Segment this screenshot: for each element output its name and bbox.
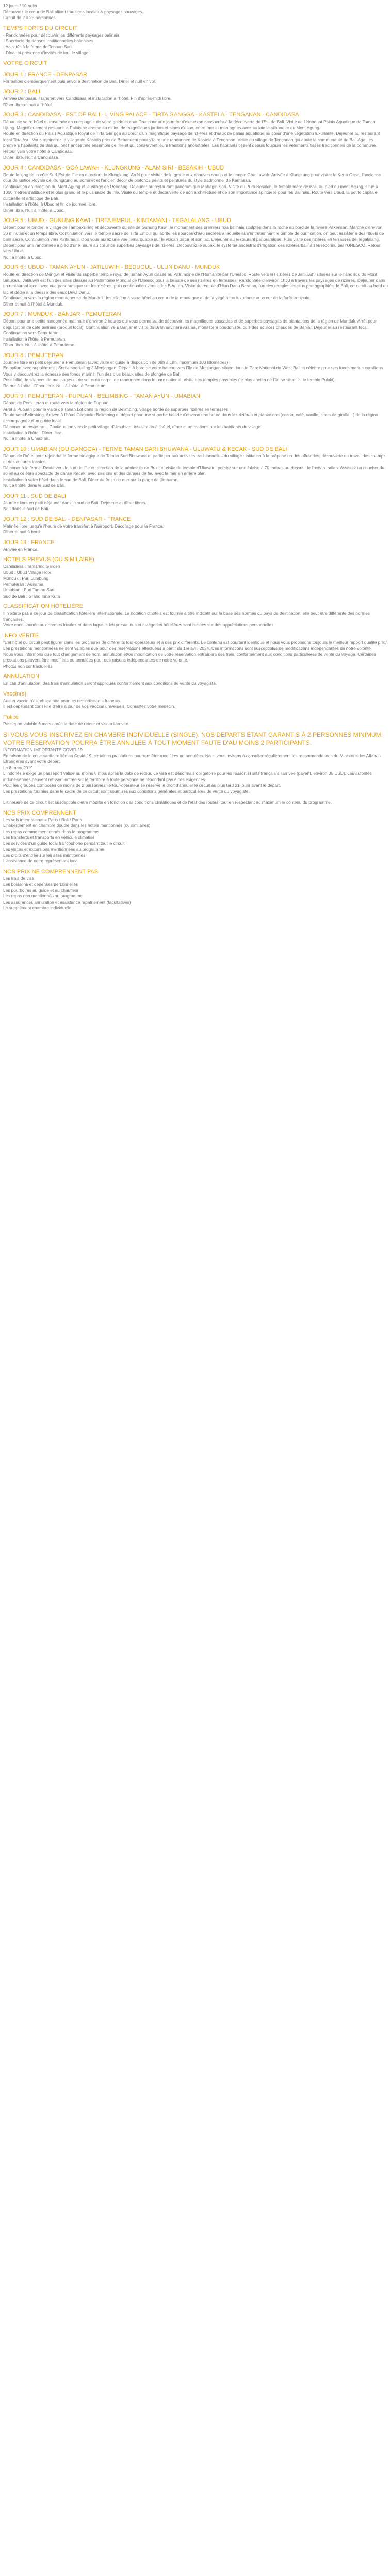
day-title: JOUR 10 : UMABIAN (OU GANGGA) - FERME TAMAN SARI BHUWANA - ULUWATU & KECAK - SUD DE BALI <box>3 446 287 452</box>
info-text: "Cet hôtel ou circuit peut figurer dans les brochures de différents tour-opérateurs et à des prix différents. Le contenu est pourtant identique et nous vous proposons toujours le meilleur rapport qualité prix." <box>3 639 388 645</box>
day-title: JOUR 6 : UBUD - TAMAN AYUN - JATILUWIH - BEDUGUL - ULUN DANU - MUNDUK <box>3 264 220 270</box>
day-block <box>3 88 388 108</box>
notice-text: Le 8 mars 2019 <box>3 765 33 770</box>
day-text: Arrivée en France. <box>3 546 39 552</box>
excluded-item: Les repas non mentionnés au programme <box>3 893 83 899</box>
day-title: JOUR 7 : MUNDUK - BANJAR - PEMUTERAN <box>3 311 121 317</box>
hotel-item: Candidasa : Tamarind Garden <box>3 564 60 569</box>
day-block <box>3 493 388 512</box>
day-block <box>3 111 388 161</box>
highlight-item: - Spectacle de danses traditionnelles balinaises <box>3 38 93 43</box>
day-block <box>3 71 388 85</box>
notice-text: INFORMATION IMPORTANTE COVID-19 <box>3 747 83 752</box>
highlights-title: TEMPS FORTS DU CIRCUIT <box>3 25 78 31</box>
day-block <box>3 446 388 489</box>
day-title: JOUR 2 : BALI <box>3 89 41 95</box>
day-text: Départ de l'hôtel pour rejoindre la ferme biologique de Taman Sari Bhuwana et participer aux activités traditionnelles du village : initiation à la préparation des offrandes, découverte du travail des champs et des cultures locales. <box>3 453 386 464</box>
trip-header <box>3 3 388 21</box>
day-title: JOUR 13 : FRANCE <box>3 539 55 546</box>
day-text: Départ pour une petite randonnée matinale d'environ 2 heures qui vous permettra de découvrir les magnifiques cascades et de superbes paysages de plantations de la région de Munduk. Arrêt pour dégustation de café balinais (produit local). Continuation vers Banjar et visite du Brahmavihara Arama, monastère bouddhiste, puis des sources chaudes de Banjar. Déjeuner au restaurant local. Continuation vers Pemuteran. <box>3 318 377 335</box>
day-text: Départ pour rejoindre le village de Tampaksiring et découverte du site de Gunung Kawi, le monument des premiers rois balinais sculptés dans la roche au bord de la rivière Pakerisan. Marche d'environ 30 minutes et un temps libre. Continuation vers le temple sacré de Tirta Empul qui abrite les sources d'eau sacrées à laquelle ils s'entretiennent le temple de purification, on peut assister à des rituels de bain sacré. Continuation vers Kintamani, d'où vous aurez une vue remarquable sur le volcan Batur et son lac. Déjeuner au restaurant panoramique. Puis visite des rizières en terrasses de Tegalalang. Départ pour une randonnée à pied d'une heure au cœur de superbes paysages de rizières. Découvrez le subak, le système ancestral d'irrigation des rizières balinaises reconnu par l'UNESCO. Retour vers Ubud. <box>3 225 384 253</box>
included-item: Les repas comme mentionnés dans le programme <box>3 828 99 834</box>
day-title: JOUR 4 : CANDIDASA - GOA LAWAH - KLUNGKUNG - ALAM SIRI - BESAKIH - UBUD <box>3 164 224 171</box>
day-block <box>3 393 388 442</box>
header-line: Circuit de 2 à 25 personnes <box>3 15 56 20</box>
day-text: Dîner libre. Nuit à l'hôtel à Pemuteran. <box>3 342 76 347</box>
vaccins-text: Il est cependant conseillé d'être à jour de vos vaccins universels. Consultez votre médecin. <box>3 704 175 709</box>
day-text: Installation à l'hôtel à Ubud et fin de journée libre. <box>3 201 97 207</box>
vaccins-title: Vaccin(s) <box>3 690 27 697</box>
day-text: Nuit à l'hôtel à Ubud. <box>3 254 43 260</box>
info-verite-title: INFO VÉRITÉ <box>3 632 39 639</box>
day-text: Dîner et nuit à l'hôtel à Munduk. <box>3 301 63 307</box>
highlight-item: - Activités à la ferme de Tenaan Sari <box>3 44 72 49</box>
hotel-item: Pemuteran : Adirama <box>3 581 43 587</box>
day-text: Déjeuner à la ferme. Route vers le sud de l'île en direction de la péninsule de Bukit et visite du temple d'Uluwatu, perché sur une falaise à 70 mètres au-dessus de l'océan Indien. Assistez au coucher du soleil au célèbre spectacle de danse Kecak, avec des cris et des danses de feu avec la mer en arrière plan. <box>3 465 384 476</box>
highlight-item: - Dîner et présence d'invités de tout le village <box>3 50 89 55</box>
notice-text: En raison de la crise sanitaire liée au Covid-19, certaines prestations pourront être modifiées ou annulées. Nous vous invitons à consulter régulièrement les recommandations du Ministère des Affaires Étrangères avant votre départ. <box>3 753 381 764</box>
classification-title: CLASSIFICATION HÔTELIÈRE <box>3 603 84 609</box>
hotel-item: Munduk : Puri Lumbung <box>3 575 49 581</box>
header-line: 12 jours / 10 nuits <box>3 3 37 8</box>
day-block <box>3 516 388 535</box>
notice-text: Les prestations fournies dans le cadre de ce circuit sont soumises aux conditions générales et particulières de vente du voyagiste. <box>3 788 250 794</box>
annulation-text: En cas d'annulation, des frais d'annulation seront appliqués conformément aux conditions de vente du voyagiste. <box>3 681 217 686</box>
police-section <box>3 714 388 727</box>
day-block <box>3 311 388 348</box>
day-title: JOUR 12 : SUD DE BALI - DENPASAR - FRANCE <box>3 516 131 522</box>
day-text: Continuation en direction du Mont Agung et le village de Rendang. Déjeuner au restaurant panoramique Mahagiri Sari. Visite du Pura Besakih, le temple mère de Bali, au pied du mont Agung, situé à 1000 mètres d'altitude et le plus grand et le plus sacré de l'île. Visite du temple et découverte de son architecture et de son importance spirituelle pour les Balinais. Route vers Ubud, la petite capitale culturelle et artistique de Bali. <box>3 183 378 201</box>
note-section <box>3 800 388 806</box>
day-text: Nuit dans le sud de Bali. <box>3 506 50 511</box>
day-text: Déjeuner au restaurant. Continuation vers le petit village d'Umabian. Installation à l'hôtel, dîner et animations par les habitants du village. <box>3 424 262 429</box>
day-text: Continuation vers la région montagneuse de Munduk. Installation à votre hôtel au cœur de la montagne et de la végétation luxuriante au cœur de la forêt tropicale. <box>3 295 311 300</box>
circuit-title: VOTRE CIRCUIT <box>3 60 47 66</box>
day-title: JOUR 3 : CANDIDASA - EST DE BALI - LIVING PALACE - TIRTA GANGGA - KASTELA - TENGANAN - CANDIDASA <box>3 112 299 118</box>
day-text: Installation à l'hôtel à Pemuteran. <box>3 336 67 342</box>
excluded-item: Les boissons et dépenses personnelles <box>3 882 78 887</box>
info-text: Les prestations mentionnées ne sont valables que pour des réservations effectuées à partir du 1er avril 2024. Ces informations sont susceptibles de modifications indépendantes de notre volonté. <box>3 646 372 651</box>
day-text: Retour à l'hôtel. Dîner libre. Nuit à l'hôtel à Pemuteran. <box>3 383 107 388</box>
info-verite-section <box>3 632 388 670</box>
day-title: JOUR 1 : FRANCE - DENPASAR <box>3 71 87 78</box>
included-item: Les visites et excursions mentionnées au programme <box>3 846 104 852</box>
classification-section <box>3 603 388 629</box>
day-text: Nuit à l'hôtel dans le sud de Bali. <box>3 483 66 488</box>
excluded-title: NOS PRIX NE COMPRENNENT PAS <box>3 868 99 875</box>
day-text: Départ de votre hôtel et traversée en compagnie de votre guide et chauffeur pour une journée d'excursion consacrée à la découverte de l'Est de Bali. Visite de l'étonnant Palais Aquatique de Taman Ujung. Magnifiquement restauré le Palais se dresse au milieu de magnifiques jardins et plans d'eaux, entre mer et montagnes avec au loin la silhouette du Mont Agung. <box>3 119 376 130</box>
highlight-item: - Randonnées pour découvrir les différents paysages balinais <box>3 32 119 38</box>
police-text: Passeport valable 6 mois après la date de retour et visa à l'arrivée. <box>3 721 130 726</box>
hotels-title: HÔTELS PRÉVUS (OU SIMILAIRE) <box>3 556 94 563</box>
annulation-title: ANNULATION <box>3 673 40 680</box>
day-text: Route le long de la côte Sud-Est de l'île en direction de Klungkung. Arrêt pour visiter de la grotte aux chauves-souris et le temple Goa Lawah. Arrivée à Klungkung pour visiter la Kerta Gosa, l'ancienne cour de justice Royale de Klungkung au sommet et l'ancien décor de plafonds peints et peintures du style traditionnel de Kamasan. <box>3 172 381 183</box>
day-text: Journée libre en petit déjeuner dans le sud de Bali. Déjeuner et dîner libres. <box>3 500 146 505</box>
day-title: JOUR 9 : PEMUTERAN - PUPUAN - BELIMBING - TAMAN AYUN - UMABIAN <box>3 393 200 399</box>
notice-title: SI VOUS VOUS INSCRIVEZ EN CHAMBRE INDIVIDUELLE (SINGLE), NOS DÉPARTS ÉTANT GARANTIS À 2 PERSONNES MINIMUM, VOTRE RÉSERVATION POURRA ÊTRE ANNULÉE À TOUT MOMENT FAUTE D'AU MOINS 2 PARTICIPANTS. <box>3 731 383 747</box>
day-block <box>3 164 388 214</box>
hotels-section <box>3 556 388 599</box>
included-title: NOS PRIX COMPRENNENT <box>3 809 76 816</box>
included-item: Les vols internationaux Paris / Bali / Paris <box>3 817 82 822</box>
day-text: Dîner libre et nuit à l'hôtel. <box>3 101 53 107</box>
day-text: Route en direction du Palais Aquatique Royal de Tirta Gangga au cœur d'un magnifique paysage de rizières et d'eaux de palais aquatique au cœur d'une végétation luxuriante. Déjeuner au restaurant local Tirta Ayu. Vous rejoindrez le village de Kastela près de Bebandem pour y'faire une randonnée de Kastela à Tenganan. Visite du village de Tenganan qui abrite la communauté de Bali Aga, les premiers habitants de Bali qui ont l' ancestrale ensemble de l'île et qui conservent leurs traditions ancestrales. Les habitants tissent depuis toujours les vêtements tissés traditionnels de la commune. Retour vers votre hôtel à Candidasa. <box>3 131 380 154</box>
day-block <box>3 217 388 260</box>
highlights-section <box>3 25 388 56</box>
excluded-section <box>3 868 388 911</box>
notice-text: L'Indonésie exige un passeport valide au moins 6 mois après la date de retour. Le visa est désormais obligatoire pour les ressortissants français à l'arrivée (payant, environ 35 USD). Les autorités indonésiennes peuvent refuser l'entrée sur le territoire à toute personne ne répondant pas à ces exigences. <box>3 771 372 782</box>
note-text: L'itinéraire de ce circuit est susceptible d'être modifié en fonction des conditions climatiques et de l'état des routes, tout en respectant au maximum le contenu du programme. <box>3 800 332 805</box>
day-text: Dîner et nuit à bord. <box>3 529 41 534</box>
day-text: Installation à l'hôtel. Dîner libre. <box>3 430 63 435</box>
day-block <box>3 264 388 307</box>
day-text: Route en direction de Mengwi et visite du superbe temple royal de Taman Ayun classé au Patrimoine de l'Humanité par l'Unesco. Route vers les rizières de Jatiluwih, situées sur le flanc sud du Mont Batukaru. Jatiluwih est l'un des sites classés au Patrimoine Mondial de l'Unesco pour la beauté de ses rizières en terrasses. Randonnée d'environ 1h30 à travers les paysages de rizières. Déjeuner dans un restaurant local avec vue panoramique sur les rizières, puis continuation vers le lac Beratan. Visite du temple d'Ulun Danu Beratan, l'un des temples les plus photographiés de Bali, construit au bord du lac et dédié à la déesse des eaux Dewi Danu. <box>3 272 388 295</box>
day-text: Route vers Belimbing. Arrivée à l'hôtel Cempaka Belimbing et départ pour une superbe balade d'environ une heure dans les rizières et plantations (cacao, café, vanille, clous de girofle...) de la région accompagnée d'un guide local. <box>3 412 378 423</box>
day-text: Installation à votre hôtel dans le sud de Bali. Dîner de fruits de mer sur la plage de Jimbaran. <box>3 477 179 482</box>
day-text: Nuit à l'hôtel à Umabian. <box>3 436 50 441</box>
included-item: L'assistance de notre représentant local <box>3 858 79 863</box>
day-text: Formalités d'embarquement puis envol à destination de Bali. Dîner et nuit en vol. <box>3 78 156 84</box>
excluded-item: Les assurances annulation et assistance rapatriement (facultatives) <box>3 899 131 905</box>
day-text: Journée libre en petit déjeuner à Pemuteran (avec visite et guide à disposition de 09h à 18h, maximum 100 kilomètres). <box>3 359 230 365</box>
hotel-item: Ubud : Ubud Village Hotel <box>3 569 53 575</box>
excluded-item: Les pourboires au guide et au chauffeur <box>3 887 79 893</box>
vaccins-text: Aucun vaccin n'est obligatoire pour les ressortissants français. <box>3 698 121 703</box>
hotel-item: Umabian : Puri Taman Sari <box>3 587 54 592</box>
hotel-item: Sud de Bali : Grand Inna Kuta <box>3 593 60 599</box>
classification-text: Il n'existe pas à ce jour de classification hôtelière internationale. La notation d'hôtels est fournie à titre indicatif sur la base des normes du pays de destination, elle peut être différente des normes françaises. <box>3 611 370 622</box>
day-text: Matinée libre jusqu'à l'heure de votre transfert à l'aéroport. Décollage pour la France. <box>3 523 164 529</box>
vaccins-section <box>3 690 388 710</box>
day-block <box>3 539 388 553</box>
included-item: Les services d'un guide local francophone pendant tout le circuit <box>3 840 125 846</box>
included-item: L'hébergement en chambre double dans les hôtels mentionnés (ou similaires) <box>3 823 151 828</box>
info-text: Nous vous informons que tout changement de nom, annulation et/ou modification de votre réservation entraînera des frais, conformément aux conditions particulières de vente du voyage. Certaines prestations peuvent être modifiées ou annulées pour des raisons indépendantes de notre volonté. <box>3 651 376 663</box>
day-text: Dîner libre. Nuit à l'hôtel à Ubud. <box>3 207 65 213</box>
notice-section <box>3 731 388 794</box>
day-block <box>3 352 388 389</box>
day-text: Arrivée Denpasar. Transfert vers Candidasa et installation à l'hôtel. Fin d'après-midi libre. <box>3 96 172 101</box>
day-title: JOUR 8 : PEMUTERAN <box>3 352 64 359</box>
day-text: Possibilité de séances de massages et de soins du corps, de randonnée dans le parc national. Visite des temples possibles (le plus ancien de l'île se situe ici, le temple Pulaki). <box>3 377 336 382</box>
day-text: Départ de Pemuteran et route vers la région de Pupuan. <box>3 400 110 405</box>
police-title: Police <box>3 714 19 720</box>
excluded-item: Les frais de visa <box>3 875 34 881</box>
header-line: Découvrez le cœur de Bali alliant traditions locales & paysages sauvages. <box>3 9 143 14</box>
days-list <box>3 71 388 553</box>
included-item: Les droits d'entrée sur les sites mentionnés <box>3 852 86 858</box>
day-title: JOUR 11 : SUD DE BALI <box>3 493 67 499</box>
day-text: Dîner libre. Nuit à Candidasa. <box>3 155 59 160</box>
day-text: En option avec supplément : Sortie snorkeling à Menjangan. Départ à bord de votre bateau vers l'île de Menjangan située dans le Parc National de West Bali et célèbre pour ses fonds marins coralliens. Vous y découvrirez la richesse des fonds marins, l'un des plus beaux sites de plongée de Bali. <box>3 365 384 377</box>
included-section <box>3 809 388 865</box>
notice-text: Pour les groupes composés de moins de 2 personnes, le tour-opérateur se réserve le droit d'annuler le circuit au plus tard 21 jours avant le départ. <box>3 783 281 788</box>
day-title: JOUR 5 : UBUD - GUNUNG KAWI - TIRTA EMPUL - KINTAMANI - TEGALALANG - UBUD <box>3 217 231 224</box>
day-text: Arrêt à Pupuan pour la visite de Tanah Lot dans la région de Belimbing, village bordé de superbes rizières en terrasses. <box>3 406 230 412</box>
classification-text: Votre conditionnée aux normes locales et dans laquelle les prestations et catégories hôtelières sont basées sur des appréciations personnelles. <box>3 622 275 628</box>
annulation-section <box>3 673 388 687</box>
excluded-item: Le supplément chambre individuelle <box>3 905 72 910</box>
info-text: Photos non contractuelles. <box>3 663 54 669</box>
included-item: Les transferts et transports en véhicule climatisé <box>3 835 95 840</box>
